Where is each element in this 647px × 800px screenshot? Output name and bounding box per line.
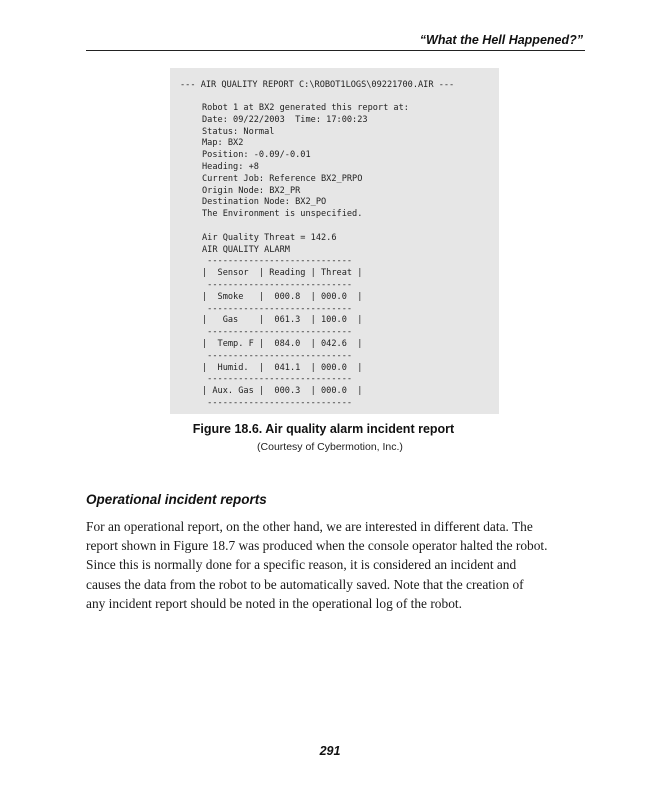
page-number: 291	[319, 744, 341, 758]
table-row: | Gas | 061.3 | 100.0 |	[202, 315, 363, 326]
report-line: Air Quality Threat = 142.6	[202, 232, 337, 243]
body-paragraph	[86, 517, 586, 613]
table-rule: ----------------------------	[202, 374, 353, 385]
report-line: Heading: +8	[202, 161, 259, 172]
paragraph-line: causes the data from the robot to be automatically saved. Note that the creation of	[86, 576, 524, 592]
figure-caption: Figure 18.6. Air quality alarm incident report	[192, 422, 455, 436]
report-line: Status: Normal	[202, 126, 275, 137]
report-line: Destination Node: BX2_PO	[202, 197, 327, 208]
header-rule	[86, 50, 585, 51]
figure-credit: (Courtesy of Cybermotion, Inc.)	[257, 441, 403, 453]
report-line: AIR QUALITY ALARM	[202, 244, 290, 255]
running-head: “What the Hell Happened?”	[419, 33, 583, 47]
table-rule: ----------------------------	[202, 279, 353, 290]
section-heading: Operational incident reports	[86, 492, 267, 507]
table-rule: ----------------------------	[202, 350, 353, 361]
table-rule: ----------------------------	[202, 327, 353, 338]
table-rule: ----------------------------	[202, 397, 353, 408]
table-rule: ----------------------------	[202, 303, 353, 314]
paragraph-line: any incident report should be noted in the operational log of the robot.	[86, 595, 462, 611]
table-rule: ----------------------------	[202, 256, 353, 267]
report-line: Robot 1 at BX2 generated this report at:	[202, 103, 409, 113]
report-line: Current Job: Reference BX2_PRPO	[202, 173, 363, 184]
table-row: | Aux. Gas | 000.3 | 000.0 |	[202, 386, 363, 397]
table-row: | Temp. F | 084.0 | 042.6 |	[202, 338, 363, 349]
paragraph-line: Since this is normally done for a specific reason, it is considered an incident and	[86, 557, 517, 573]
report-figure	[170, 68, 499, 414]
report-line: Origin Node: BX2_PR	[202, 185, 301, 196]
paragraph-line: report shown in Figure 18.7 was produced when the console operator halted the robot.	[86, 538, 548, 554]
table-row: | Smoke | 000.8 | 000.0 |	[202, 291, 363, 302]
report-line: Position: -0.09/-0.01	[202, 150, 311, 161]
table-header-row: | Sensor | Reading | Threat |	[202, 268, 363, 279]
report-line: Map: BX2	[202, 138, 244, 149]
report-line: The Environment is unspecified.	[202, 209, 363, 220]
report-body	[202, 103, 409, 410]
report-title: --- AIR QUALITY REPORT C:\ROBOT1LOGS\09221700.AIR ---	[180, 80, 455, 90]
paragraph-line: For an operational report, on the other hand, we are interested in different data. The	[86, 519, 533, 534]
report-line: Date: 09/22/2003 Time: 17:00:23	[202, 114, 368, 125]
table-row: | Humid. | 041.1 | 000.0 |	[202, 362, 363, 373]
